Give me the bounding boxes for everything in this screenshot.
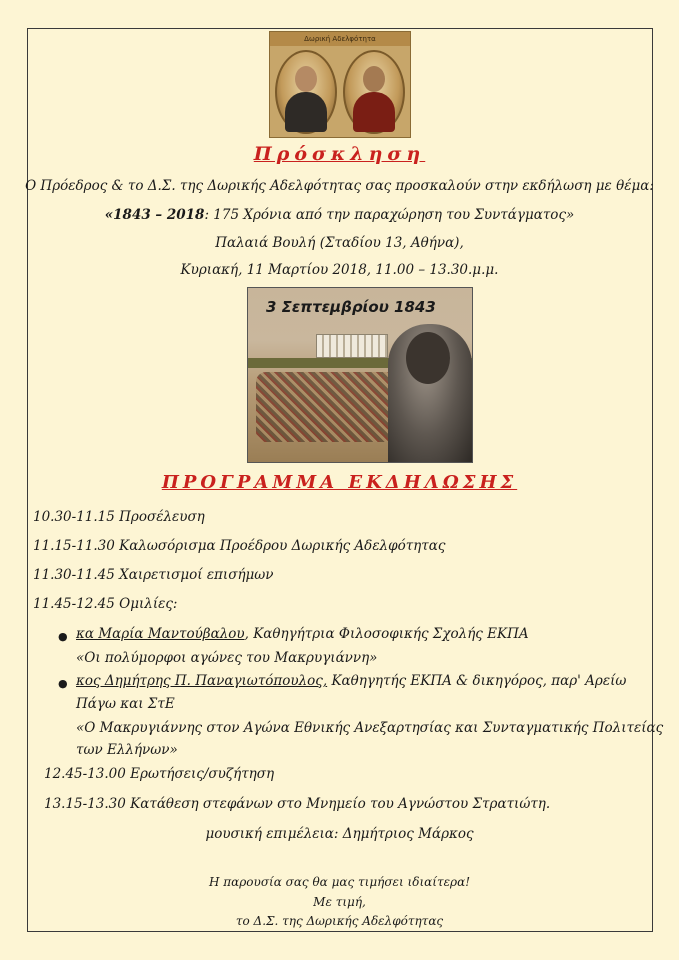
event-datetime: Κυριακή, 11 Μαρτίου 2018, 11.00 – 13.30.μ.μ.: [180, 262, 499, 278]
speaker-2-talk-cont: των Ελλήνων»: [76, 742, 178, 758]
speaker-1: [76, 626, 529, 642]
speaker-2-role-cont: Πάγω και ΣτΕ: [76, 696, 175, 712]
invitation-title: Πρόσκληση: [253, 143, 426, 165]
historical-painting: [247, 287, 473, 463]
speaker-2: [76, 673, 626, 689]
portrait-right: [343, 50, 405, 134]
speaker-2-name: κος Δημήτρης Π. Παναγιωτόπουλος,: [76, 673, 328, 689]
speaker-2-role: Καθηγητής ΕΚΠΑ & δικηγόρος, παρ' Αρείω: [327, 673, 627, 689]
programme-item: 13.15-13.30 Κατάθεση στεφάνων στο Μνημείο του Αγνώστου Στρατιώτη.: [44, 796, 551, 812]
music-credit: μουσική επιμέλεια: Δημήτριος Μάρκος: [205, 826, 474, 842]
emblem-banner: Δωρική Αδελφότητα: [270, 32, 410, 46]
portrait-emblem: [269, 31, 411, 138]
programme-item: 11.15-11.30 Καλωσόρισμα Προέδρου Δωρικής Αδελφότητας: [33, 538, 446, 554]
speaker-1-name: κα Μαρία Μαντούβαλου: [76, 626, 245, 642]
painting-caption: 3 Σεπτεμβρίου 1843: [266, 298, 436, 316]
crowd-illustration: [256, 372, 396, 442]
event-venue: Παλαιά Βουλή (Σταδίου 13, Αθήνα),: [215, 235, 464, 251]
invitation-intro: Ο Πρόεδρος & το Δ.Σ. της Δωρικής Αδελφότητας σας προσκαλούν στην εκδήλωση με θέμα:: [25, 178, 654, 194]
programme-item: 12.45-13.00 Ερωτήσεις/συζήτηση: [44, 766, 275, 782]
closing-signature: το Δ.Σ. της Δωρικής Αδελφότητας: [235, 914, 444, 928]
programme-item: 10.30-11.15 Προσέλευση: [33, 509, 205, 525]
event-theme-years: «1843 – 2018: [104, 207, 205, 223]
speaker-2-talk: «Ο Μακρυγιάννης στον Αγώνα Εθνικής Ανεξαρτησίας και Συνταγματικής Πολιτείας: [76, 720, 664, 736]
closing-line: Η παρουσία σας θα μας τιμήσει ιδιαίτερα!: [208, 875, 471, 889]
closing-line: Με τιμή,: [313, 895, 366, 909]
programme-title: ΠΡΟΓΡΑΜΜΑ ΕΚΔΗΛΩΣΗΣ: [161, 472, 518, 493]
palace-illustration: [316, 334, 388, 358]
speaker-1-role: , Καθηγήτρια Φιλοσοφικής Σχολής ΕΚΠΑ: [244, 626, 529, 642]
programme-item: 11.45-12.45 Ομιλίες:: [33, 596, 178, 612]
event-theme: [0, 207, 679, 223]
event-theme-rest: : 175 Χρόνια από την παραχώρηση του Συντάγματος»: [204, 207, 575, 223]
bullet-icon: ●: [58, 630, 68, 643]
speaker-1-talk: «Οι πολύμορφοι αγώνες του Μακρυγιάννη»: [76, 650, 378, 666]
bullet-icon: ●: [58, 677, 68, 690]
portrait-left: [275, 50, 337, 134]
programme-item: 11.30-11.45 Χαιρετισμοί επισήμων: [33, 567, 274, 583]
